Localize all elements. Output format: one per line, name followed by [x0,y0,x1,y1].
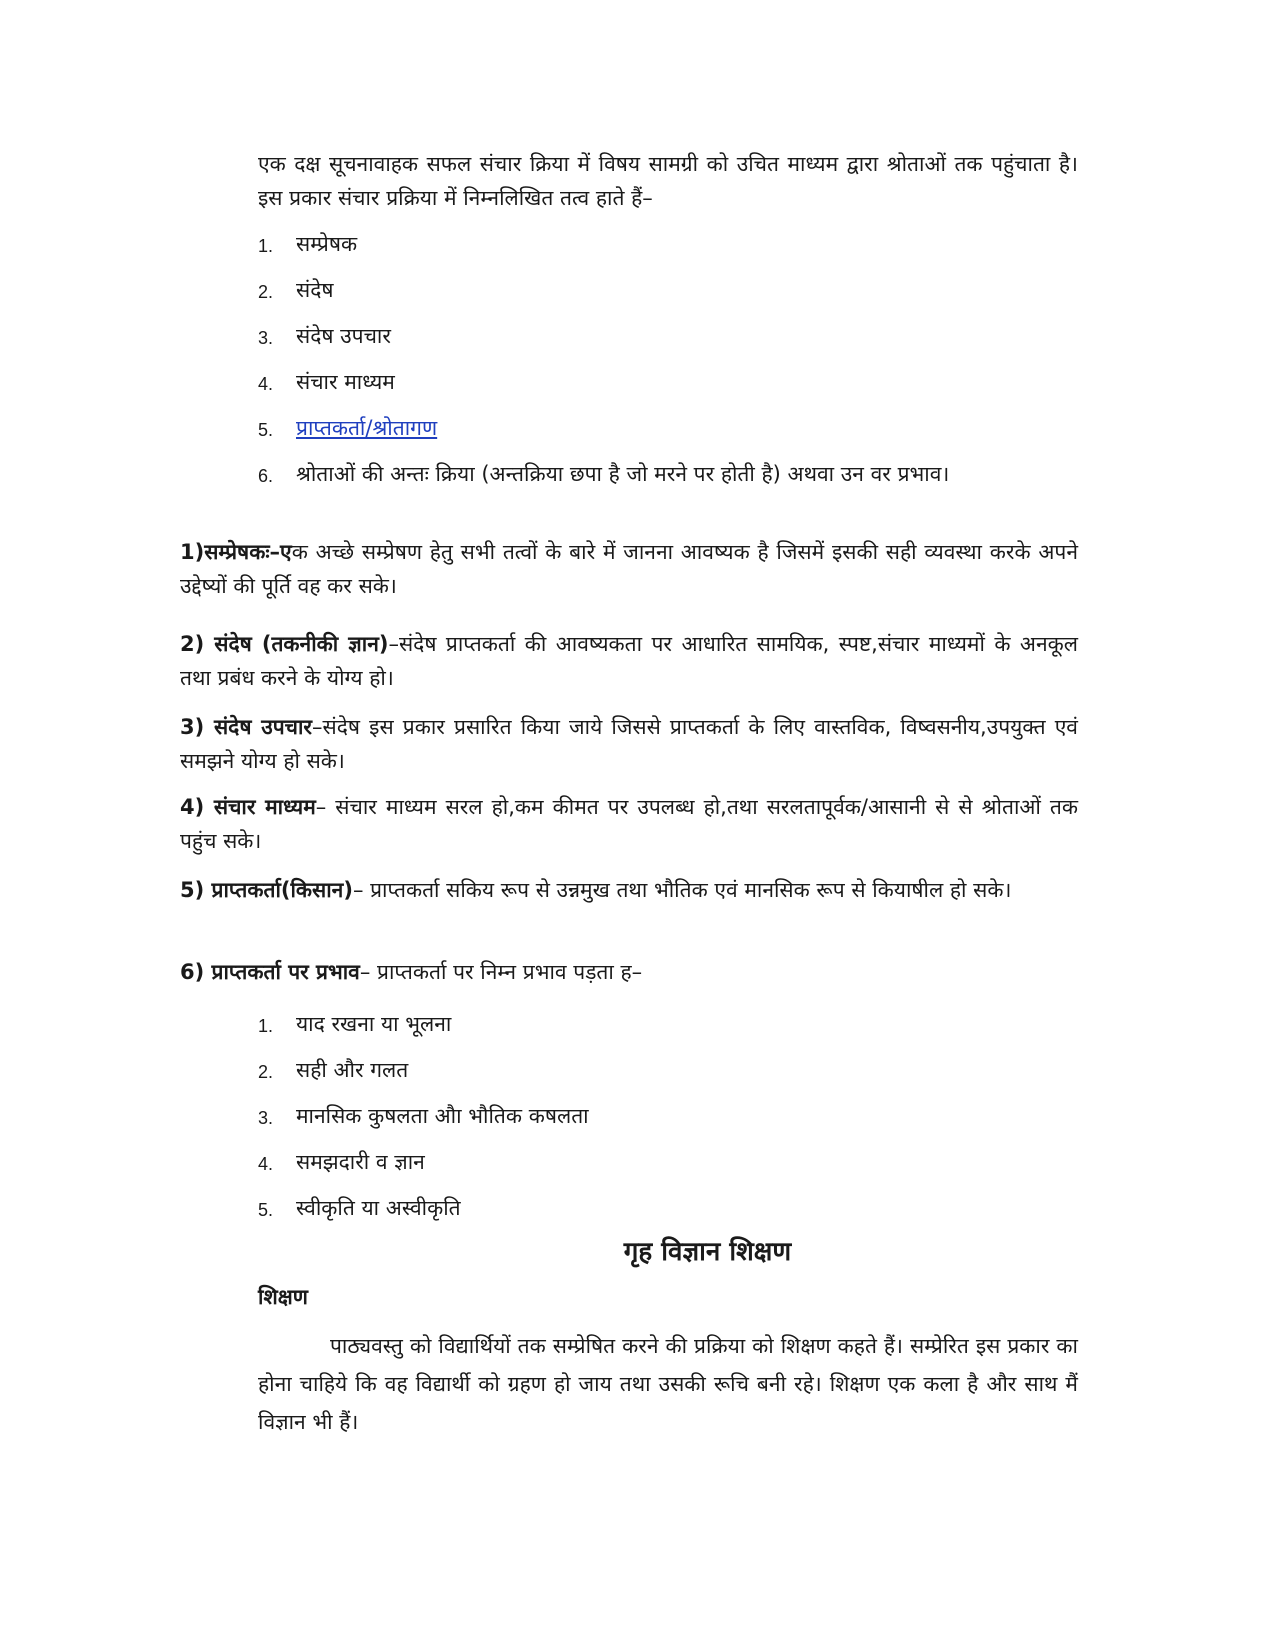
section-communication-medium [180,790,1078,858]
section-body: –संदेष प्राप्तकर्ता की आवष्यकता पर आधारित सामयिक, स्पष्ट,संचार माध्यमों के अनकूल तथा प्रबंध करने के योग्य हो। [180,632,1079,690]
section-body: – संचार माध्यम सरल हो,कम कीमत पर उपलब्ध हो,तथा सरलतापूर्वक/आसानी से से श्रोताओं तक पहुंच सके। [180,795,1078,853]
list-number: 5. [258,420,274,440]
section-heading: 3) संदेष उपचार [180,715,313,739]
list-number: 2. [258,1062,274,1082]
section-message [180,627,1078,695]
section-body: – प्राप्तकर्ता सकिय रूप से उन्नमुख तथा भौतिक एवं मानसिक रूप से कियाषील हो सके। [352,878,1012,902]
list-item-text: संदेष उपचार [296,324,391,348]
list-number: 3. [258,328,274,348]
section-heading: 1)सम्प्रेषकः–ए [180,540,292,564]
list-item [258,1007,1078,1041]
communication-elements-list [258,227,1078,503]
section-effect-on-receiver [180,955,1078,989]
section-heading: 6) प्राप्तकर्ता पर प्रभाव [180,960,360,984]
list-number: 4. [258,374,274,394]
section-heading: 5) प्राप्तकर्ता(किसान) [180,878,353,902]
list-item [258,319,1078,353]
list-number: 2. [258,282,274,302]
list-item-text: मानसिक कुषलता औा भौतिक कषलता [296,1104,589,1128]
list-item-text: सही और गलत [296,1058,409,1082]
list-number: 4. [258,1154,274,1174]
list-number: 1. [258,1016,274,1036]
list-item [258,1145,1078,1179]
section-communicator [180,535,1078,603]
receiver-link[interactable]: प्राप्तकर्ता/श्रोतागण [296,416,438,440]
list-item-text: समझदारी व ज्ञान [296,1150,425,1174]
section-body: –संदेष इस प्रकार प्रसारित किया जाये जिससे प्राप्तकर्ता के लिए वास्तविक, विष्वसनीय,उपयुक्त एवं समझने योग्य हो सके। [180,715,1078,773]
list-number: 3. [258,1108,274,1128]
list-item [258,1099,1078,1133]
subheading: शिक्षण [258,1285,308,1309]
list-item-text: सम्प्रेषक [296,232,358,256]
list-item [258,411,1078,445]
section-heading: 4) संचार माध्यम [180,795,316,819]
list-item [258,365,1078,399]
list-item-text: संदेष [296,278,334,302]
effects-list [258,1007,1078,1237]
list-item-text: याद रखना या भूलना [296,1012,452,1036]
page-title: गृह विज्ञान शिक्षण [623,1237,792,1267]
list-item [258,227,1078,261]
section-body: – प्राप्तकर्ता पर निम्न प्रभाव पड़ता ह– [359,960,643,984]
list-item [258,457,1078,491]
list-number: 1. [258,236,274,256]
intro-paragraph: एक दक्ष सूचनावाहक सफल संचार क्रिया में विषय सामग्री को उचित माध्यम द्वारा श्रोताओं तक पहुंचाता है। इस प्रकार संचार प्रक्रिया में निम्नलिखित तत्व हाते हैं– [258,152,1078,210]
section-message-treatment [180,710,1078,778]
list-item-text: संचार माध्यम [296,370,395,394]
section-body: क अच्छे सम्प्रेषण हेतु सभी तत्वों के बारे में जानना आवष्यक है जिसमें इसकी सही व्यवस्था करके अपने उद्देष्यों की पूर्ति वह कर सके। [180,540,1078,598]
list-item-text: श्रोताओं की अन्तः क्रिया (अन्तक्रिया छपा है जो मरने पर होती है) अथवा उन वर प्रभाव। [296,462,950,486]
section-receiver [180,873,1078,907]
teaching-paragraph: पाठ्यवस्तु को विद्यार्थियों तक सम्प्रेषित करने की प्रक्रिया को शिक्षण कहते हैं। सम्प्रेरित इस प्रकार का होना चाहिये कि वह विद्यार्थी को ग्रहण हो जाय तथा उसकी रूचि बनी रहे। शिक्षण एक कला है और साथ मैं विज्ञान भी हैं। [258,1334,1078,1434]
list-number: 5. [258,1200,274,1220]
list-item [258,273,1078,307]
list-item [258,1191,1078,1225]
list-item [258,1053,1078,1087]
section-heading: 2) संदेष (तकनीकी ज्ञान) [180,632,389,656]
list-item-text: स्वीकृति या अस्वीकृति [296,1196,461,1220]
list-number: 6. [258,466,274,486]
